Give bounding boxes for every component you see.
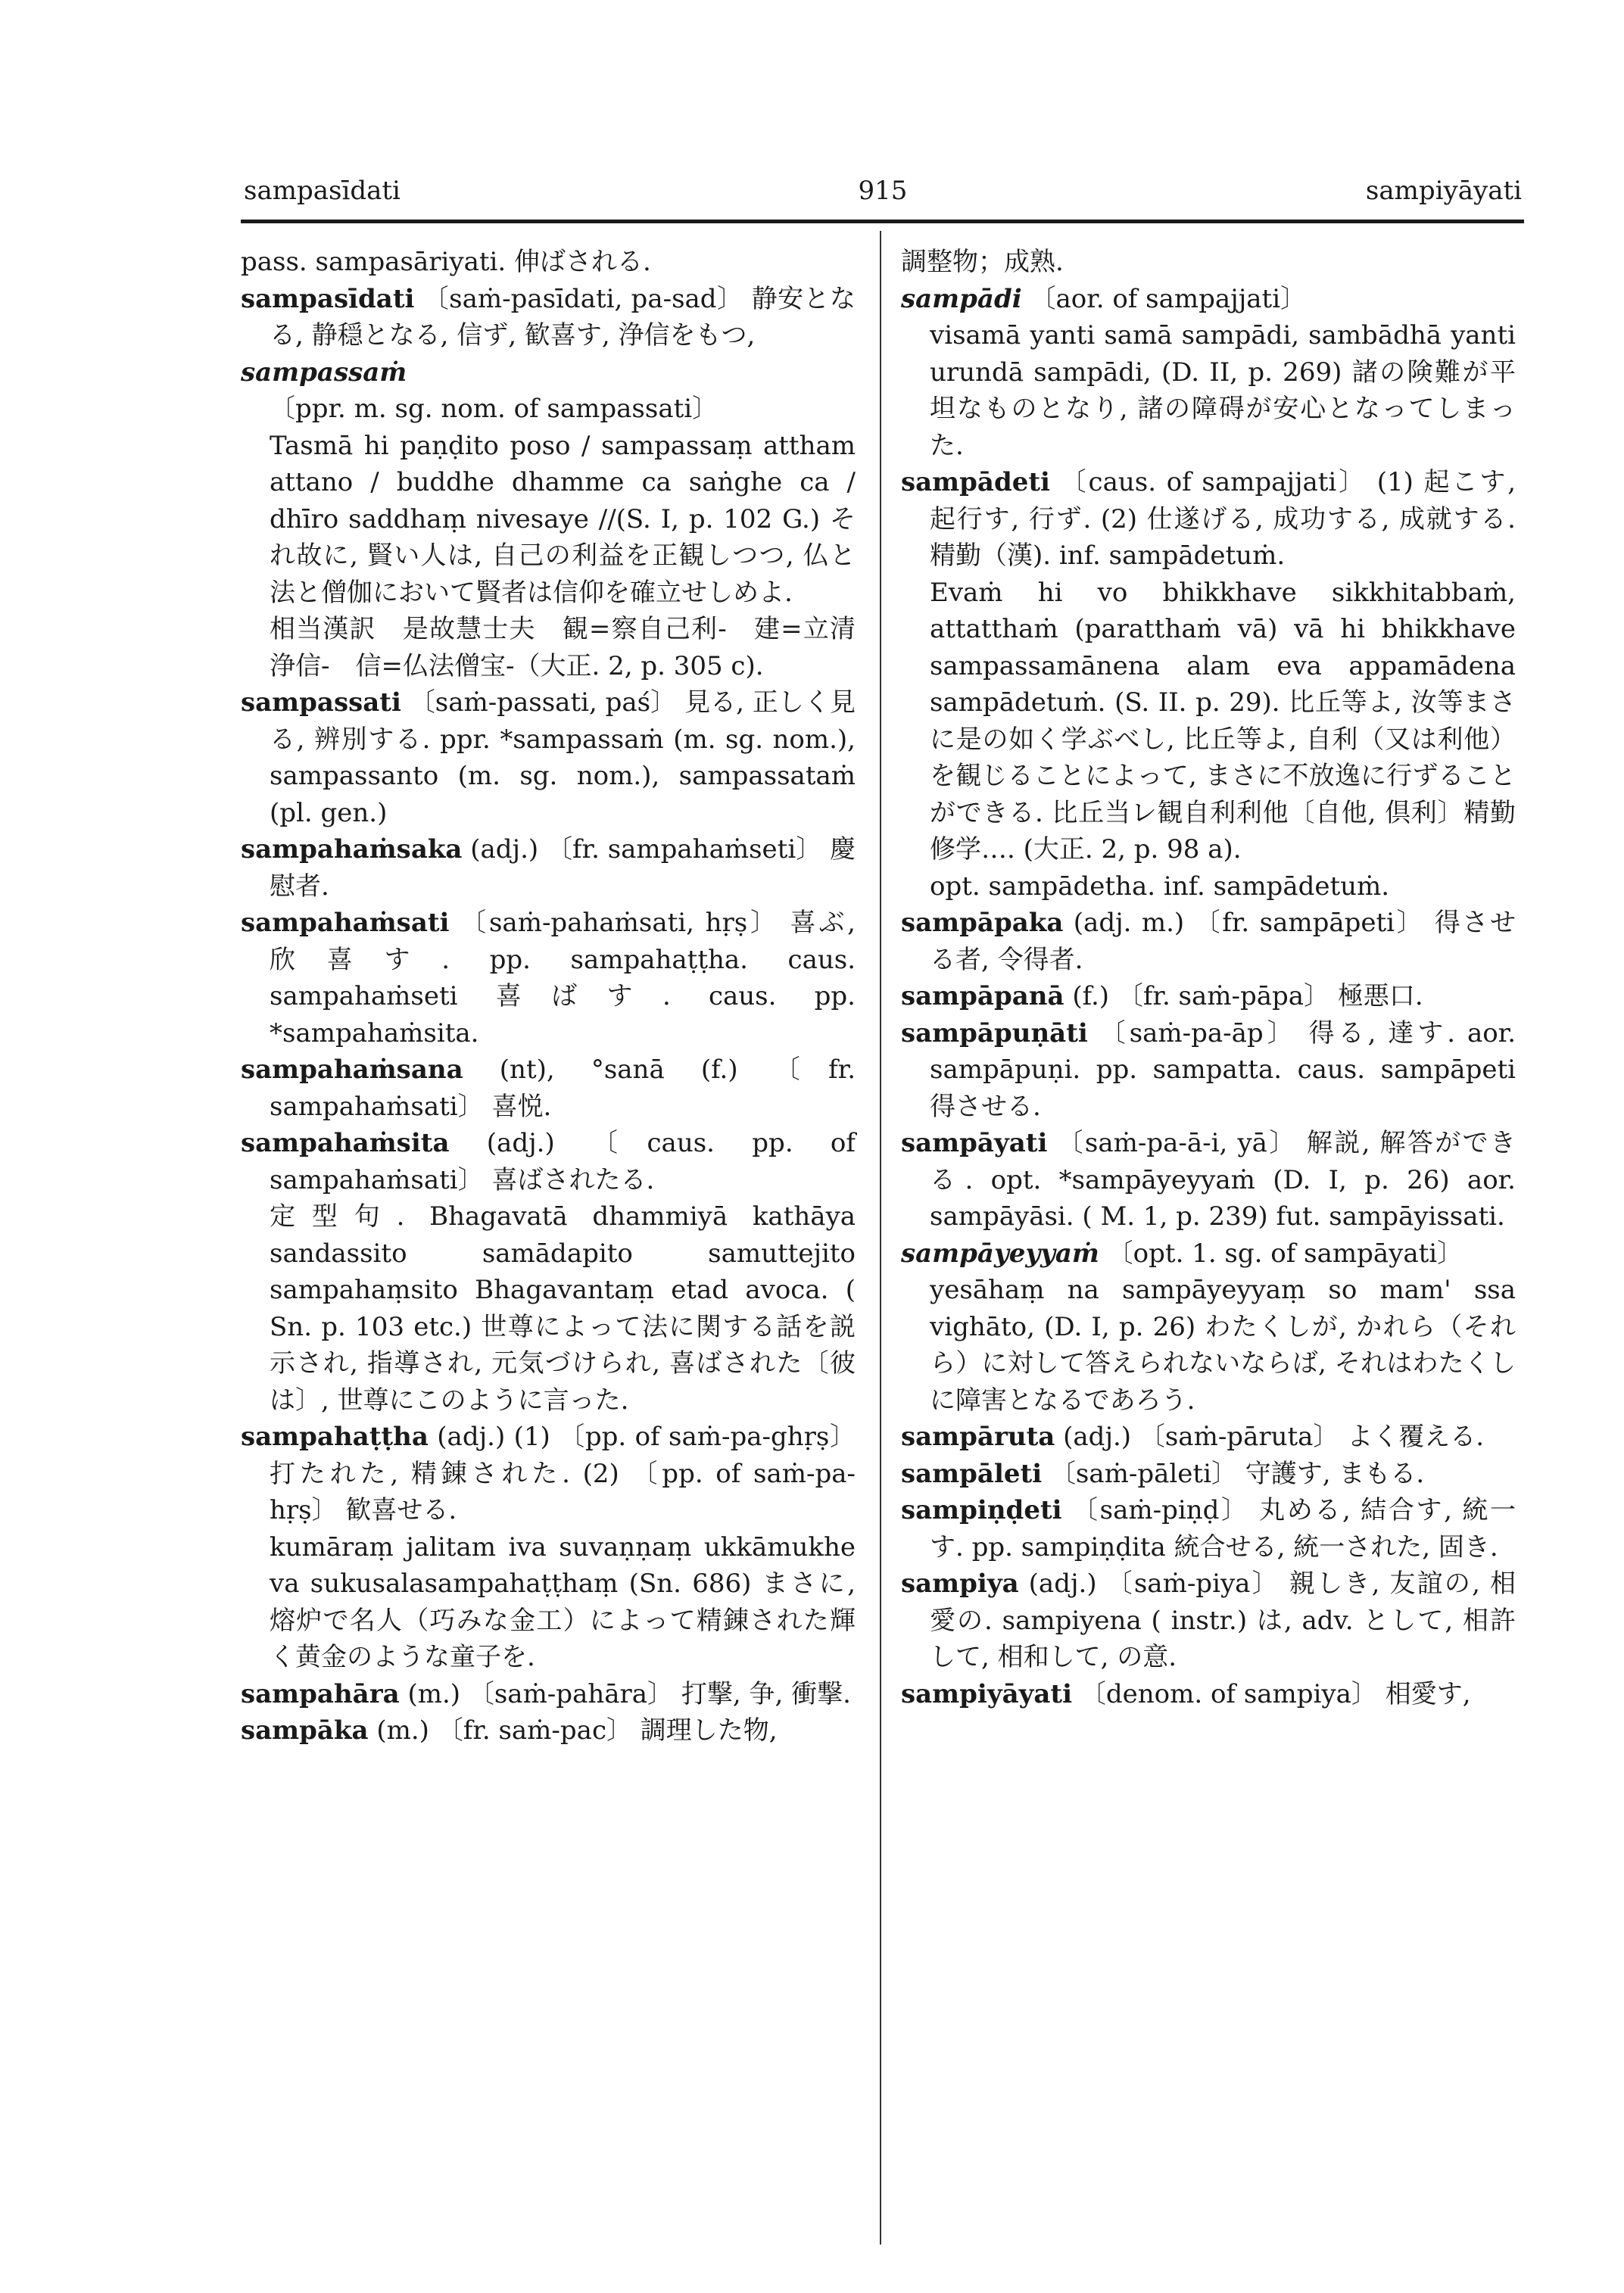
definition: 〔saṁ-pasīdati, pa-sad〕 静安となる, 静穏となる, 信ず, 歓喜す, 浄信をもつ,: [270, 283, 856, 350]
dictionary-entry: [901, 978, 1516, 1015]
entry-example: 相当漢訳 是故慧士夫 観=察自己利- 建=立清浄信- 信=仏法僧宝-（大正. 2, p. 305 c).: [270, 614, 856, 681]
headword: sampāruta: [901, 1422, 1055, 1452]
dictionary-entry: [901, 244, 1516, 281]
headword: sampāpanā: [901, 981, 1064, 1011]
definition: (adj. m.) 〔fr. sampāpeti〕 得させる者, 令得者.: [930, 908, 1516, 975]
definition: (adj.) 〔saṁ-pāruta〕 よく覆える.: [1063, 1422, 1485, 1452]
entry-example: opt. sampādetha. inf. sampādetuṁ.: [930, 871, 1390, 902]
column-divider: [880, 231, 881, 2245]
entry-example: 定型句. Bhagavatā dhammiyā kathāya sandassito samādapito samuttejito sampahaṃsito Bhagavantaṃ etad avoca. ( Sn. p. 103 etc.) 世尊によって法に関する話を説示され, 指導され, 元気づけられ, 喜ばされた〔彼は〕, 世尊にこのように言った.: [270, 1201, 856, 1416]
entry-example: Evaṁ hi vo bhikkhave sikkhitabbaṁ, attatthaṁ (paratthaṁ vā) vā hi bhikkhave sampassamānena alam eva appamādena sampādetuṁ. (S. II. p. 29). 比丘等よ, 汝等まさに是の如く学ぶべし, 比丘等よ, 自利（又は利他）を観じることによって, まさに不放逸に行ずることができる. 比丘当レ観自利利他〔自他, 倶利〕精勤修学…. (大正. 2, p. 98 a).: [930, 577, 1516, 865]
definition: (adj.) 〔fr. sampahaṁseti〕 慶慰者.: [270, 834, 856, 902]
headword: sampiya: [901, 1569, 1019, 1599]
header-rule: [241, 220, 1524, 223]
headword: sampāpuṇāti: [901, 1017, 1088, 1048]
entry-example: visamā yanti samā sampādi, sambādhā yanti urundā sampādi, (D. II, p. 269) 諸の険難が平坦なものとなり, 諸の障碍が安心となってしまった.: [930, 320, 1516, 461]
headword: sampāyati: [901, 1128, 1048, 1158]
dictionary-entry: [241, 1419, 856, 1529]
definition: (adj.) 〔caus. pp. of sampahaṁsati〕 喜ばされたる.: [270, 1128, 856, 1195]
dictionary-entry: [901, 1676, 1516, 1713]
dictionary-entry: [241, 244, 856, 281]
definition: 〔saṁ-pa-ā-i, yā〕 解説, 解答ができる. opt. *sampāyeyyaṁ (D. I, p. 26) aor. sampāyāsi. ( M. 1, p. 239) fut. sampāyissati.: [930, 1128, 1516, 1232]
headword: sampāka: [241, 1715, 369, 1746]
dictionary-entry: [901, 1015, 1516, 1126]
dictionary-entry: [901, 281, 1516, 318]
definition: 〔saṁ-passati, paś〕 見る, 正しく見る, 辨別する. ppr. *sampassaṁ (m. sg. nom.), sampassanto (m. sg. nom.), sampassataṁ (pl. gen.): [270, 687, 856, 828]
headword: sampahāra: [241, 1678, 400, 1709]
definition: pass. sampasāriyati. 伸ばされる.: [241, 247, 651, 277]
dictionary-entry: [241, 905, 856, 1051]
definition: 〔aor. of sampajjati〕: [1030, 283, 1307, 314]
headword: sampahaṁsana: [241, 1055, 463, 1085]
definition: 〔denom. of sampiya〕 相愛す,: [1080, 1678, 1471, 1709]
definition: 〔saṁ-piṇḍ〕 丸める, 結合す, 統一す. pp. sampiṇḍita 統合せる, 統一された, 固き.: [930, 1495, 1516, 1562]
dictionary-entry: [901, 1492, 1516, 1566]
dictionary-entry: [241, 281, 856, 354]
definition: 〔opt. 1. sg. of sampāyati〕: [1107, 1238, 1463, 1269]
dictionary-entry: [241, 1676, 856, 1713]
entry-example: kumāraṃ jalitam iva suvaṇṇaṃ ukkāmukhe va sukusalasampahaṭṭhaṃ (Sn. 686) まさに, 熔炉で名人（巧みな金工）によって精錬された輝く黄金のような童子を.: [270, 1531, 856, 1672]
dictionary-entry: [901, 1419, 1516, 1456]
left-guide-word: sampasīdati: [244, 176, 401, 206]
definition: (m.) 〔fr. saṁ-pac〕 調理した物,: [376, 1715, 778, 1746]
definition: 〔saṁ-pahaṁsati, hṛṣ〕 喜ぶ, 欣喜す. pp. sampahaṭṭha. caus. sampahaṁseti 喜ばす. caus. pp. *sampahaṁsita.: [270, 908, 856, 1048]
page-number: 915: [858, 176, 908, 206]
headword: sampassati: [241, 687, 401, 718]
definition: (f.) 〔fr. saṁ-pāpa〕 極悪口.: [1072, 981, 1423, 1011]
dictionary-entry: [241, 1051, 856, 1125]
right-guide-word: sampiyāyati: [1365, 176, 1522, 206]
definition: (adj.) (1) 〔pp. of saṁ-pa-ghṛṣ〕 打たれた, 精錬された. (2) 〔pp. of saṁ-pa-hṛṣ〕 歓喜せる.: [270, 1422, 856, 1525]
dictionary-entry: [241, 354, 856, 428]
left-column: [241, 244, 856, 1749]
headword: sampasīdati: [241, 283, 415, 314]
dictionary-entry: [901, 1456, 1516, 1493]
headword: sampahaṁsita: [241, 1128, 450, 1158]
dictionary-entry: [241, 1125, 856, 1198]
headword: sampāleti: [901, 1458, 1043, 1489]
headword: sampassaṁ: [241, 357, 407, 388]
dictionary-entry: [901, 1235, 1516, 1273]
headword: sampahaṁsati: [241, 908, 450, 938]
definition: 〔caus. of sampajjati〕 (1) 起こす, 起行す, 行ず. (2) 仕遂げる, 成功する, 成就する. 精勤（漢). inf. sampādetuṁ.: [930, 467, 1516, 571]
definition: (adj.) 〔saṁ-piya〕 親しき, 友誼の, 相愛の. sampiyena ( instr.) は, adv. として, 相許して, 相和して, の意.: [930, 1569, 1516, 1672]
dictionary-entry: [901, 905, 1516, 978]
definition: 〔saṁ-pāleti〕 守護す, まもる.: [1049, 1458, 1425, 1489]
dictionary-entry: [241, 831, 856, 905]
definition: 〔saṁ-pa-āp〕 得る, 達す. aor. sampāpuṇi. pp. sampatta. caus. sampāpeti 得させる.: [930, 1017, 1516, 1122]
dictionary-entry: [241, 684, 856, 831]
headword: sampādi: [901, 283, 1022, 314]
definition: 〔ppr. m. sg. nom. of sampassati〕: [270, 394, 718, 424]
headword: sampāyeyyaṁ: [901, 1238, 1099, 1269]
dictionary-entry: [901, 464, 1516, 575]
headword: sampahaṭṭha: [241, 1422, 429, 1452]
entry-example: Tasmā hi paṇḍito poso / sampassaṃ attham attano / buddhe dhamme ca saṅghe ca / dhīro saddhaṃ nivesaye //(S. I, p. 102 G.) それ故に, 賢い人は, 自己の利益を正観しつつ, 仏と法と僧伽において賢者は信仰を確立せしめよ.: [270, 430, 856, 608]
headword: sampiṇḍeti: [901, 1495, 1062, 1525]
definition: 調整物；成熟.: [901, 247, 1064, 277]
entry-example: yesāhaṃ na sampāyeyyaṃ so mam' ssa vighāto, (D. I, p. 26) わたくしが, かれら（それら）に対して答えられないならば, それはわたくしに障害となるであろう.: [930, 1275, 1516, 1416]
definition: (nt), °sanā (f.) 〔fr. sampahaṁsati〕 喜悦.: [270, 1055, 856, 1122]
dictionary-entry: [901, 1566, 1516, 1676]
headword: sampiyāyati: [901, 1678, 1073, 1709]
page-header: [244, 176, 1522, 217]
dictionary-entry: [901, 1125, 1516, 1235]
headword: sampāpaka: [901, 908, 1064, 938]
dictionary-entry: [241, 1712, 856, 1749]
headword: sampādeti: [901, 467, 1050, 497]
right-column: [901, 244, 1516, 1712]
headword: sampahaṁsaka: [241, 834, 463, 865]
definition: (m.) 〔saṁ-pahāra〕 打撃, 争, 衝撃.: [407, 1678, 851, 1709]
